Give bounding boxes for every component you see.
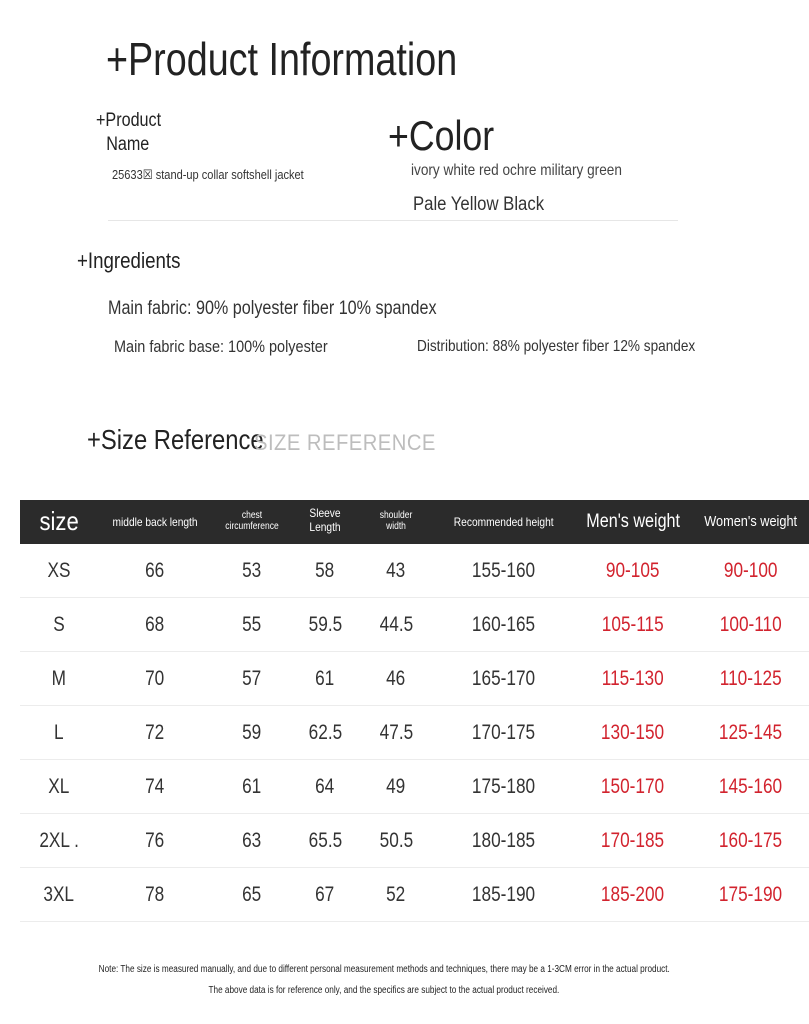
cell-recommended-height: 165-170 [434, 652, 574, 706]
cell-womens-weight: 100-110 [692, 598, 809, 652]
cell-sleeve-length: 61 [292, 652, 358, 706]
cell-shoulder-width: 49 [358, 760, 434, 814]
ingredient-main-fabric: Main fabric: 90% polyester fiber 10% spandex [108, 298, 437, 319]
cell-mens-weight: 170-185 [574, 814, 692, 868]
cell-recommended-height: 180-185 [434, 814, 574, 868]
cell-womens-weight: 175-190 [692, 868, 809, 922]
cell-chest-circumference: 53 [212, 544, 292, 598]
divider [108, 220, 678, 221]
cell-middle-back-length: 66 [98, 544, 212, 598]
cell-sleeve-length: 67 [292, 868, 358, 922]
cell-shoulder-width: 43 [358, 544, 434, 598]
ingredient-fabric-base: Main fabric base: 100% polyester [114, 337, 328, 356]
product-name-value: 25633☒ stand-up collar softshell jacket [112, 167, 304, 182]
cell-shoulder-width: 47.5 [358, 706, 434, 760]
table-row [20, 814, 809, 868]
cell-middle-back-length: 76 [98, 814, 212, 868]
cell-mens-weight: 90-105 [574, 544, 692, 598]
cell-size: L [20, 706, 98, 760]
table-body [20, 544, 809, 922]
cell-mens-weight: 185-200 [574, 868, 692, 922]
size-reference-label: +Size Reference [87, 424, 264, 455]
header-size: size [20, 500, 98, 544]
color-label: +Color [388, 112, 495, 159]
cell-sleeve-length: 64 [292, 760, 358, 814]
cell-size: M [20, 652, 98, 706]
header-chest-circumference: chest circumference [212, 500, 292, 544]
cell-sleeve-length: 58 [292, 544, 358, 598]
cell-middle-back-length: 68 [98, 598, 212, 652]
product-name-label-line1: +Product [96, 110, 162, 131]
table-row [20, 544, 809, 598]
cell-shoulder-width: 52 [358, 868, 434, 922]
size-table [20, 500, 809, 922]
cell-mens-weight: 150-170 [574, 760, 692, 814]
ingredient-distribution: Distribution: 88% polyester fiber 12% spandex [417, 338, 696, 355]
cell-size: 2XL . [20, 814, 98, 868]
cell-middle-back-length: 74 [98, 760, 212, 814]
table-row [20, 868, 809, 922]
cell-size: XS [20, 544, 98, 598]
cell-chest-circumference: 57 [212, 652, 292, 706]
cell-mens-weight: 115-130 [574, 652, 692, 706]
cell-womens-weight: 90-100 [692, 544, 809, 598]
header-mens-weight: Men's weight [574, 500, 692, 544]
cell-middle-back-length: 78 [98, 868, 212, 922]
header-sleeve-length: Sleeve Length [292, 500, 358, 544]
cell-chest-circumference: 63 [212, 814, 292, 868]
cell-recommended-height: 185-190 [434, 868, 574, 922]
cell-mens-weight: 105-115 [574, 598, 692, 652]
size-reference-ghost-text: SIZE REFERENCE [254, 430, 436, 455]
cell-recommended-height: 170-175 [434, 706, 574, 760]
cell-size: S [20, 598, 98, 652]
product-name-label [96, 109, 161, 157]
cell-shoulder-width: 44.5 [358, 598, 434, 652]
header-shoulder-width: shoulder width [358, 500, 434, 544]
cell-middle-back-length: 72 [98, 706, 212, 760]
cell-womens-weight: 125-145 [692, 706, 809, 760]
table-row [20, 652, 809, 706]
note-reference: The above data is for reference only, and the specifics are subject to the actual product received. [208, 985, 560, 996]
cell-chest-circumference: 61 [212, 760, 292, 814]
cell-mens-weight: 130-150 [574, 706, 692, 760]
cell-sleeve-length: 59.5 [292, 598, 358, 652]
cell-middle-back-length: 70 [98, 652, 212, 706]
table-row [20, 598, 809, 652]
table-row [20, 760, 809, 814]
ingredients-label: +Ingredients [77, 248, 181, 273]
cell-recommended-height: 155-160 [434, 544, 574, 598]
cell-womens-weight: 110-125 [692, 652, 809, 706]
cell-size: 3XL [20, 868, 98, 922]
color-values-line1: ivory white red ochre military green [411, 162, 622, 179]
cell-shoulder-width: 46 [358, 652, 434, 706]
cell-chest-circumference: 55 [212, 598, 292, 652]
cell-recommended-height: 160-165 [434, 598, 574, 652]
header-recommended-height: Recommended height [434, 500, 574, 544]
cell-sleeve-length: 65.5 [292, 814, 358, 868]
product-name-label-line2: Name [106, 134, 150, 155]
cell-womens-weight: 160-175 [692, 814, 809, 868]
cell-womens-weight: 145-160 [692, 760, 809, 814]
color-values-line2: Pale Yellow Black [413, 194, 545, 215]
note-measurement: Note: The size is measured manually, and due to different personal measurement methods and techniques, there may be a 1-3CM error in the actual product. [98, 964, 670, 975]
cell-recommended-height: 175-180 [434, 760, 574, 814]
header-middle-back-length: middle back length [98, 500, 212, 544]
table-row [20, 706, 809, 760]
header-womens-weight: Women's weight [692, 500, 809, 544]
page-title: +Product Information [106, 33, 458, 85]
cell-sleeve-length: 62.5 [292, 706, 358, 760]
table-header-row [20, 500, 809, 544]
cell-chest-circumference: 59 [212, 706, 292, 760]
cell-chest-circumference: 65 [212, 868, 292, 922]
cell-size: XL [20, 760, 98, 814]
cell-shoulder-width: 50.5 [358, 814, 434, 868]
